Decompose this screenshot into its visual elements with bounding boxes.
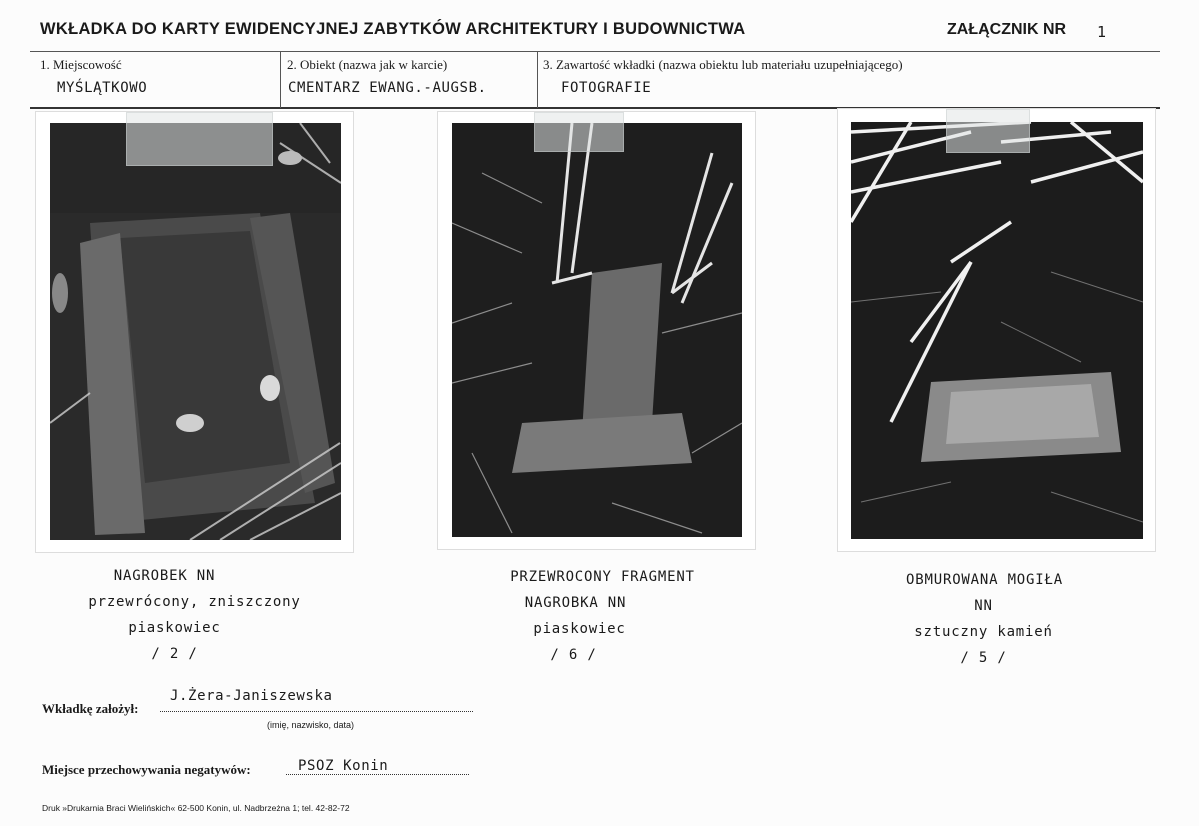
photo-gravestone-overturned [50,123,341,540]
locality-label: 1. Miejscowość [40,57,122,72]
author-dotted-line [160,710,473,712]
photo-frame [36,112,353,552]
caption-title: NAGROBEK NN [113,568,216,584]
photo-frame [838,109,1155,551]
photo-caption [838,567,1155,671]
photo-walled-grave [851,122,1143,539]
author-label: Wkładkę założył: [42,701,139,716]
photo-gravestone-fragment [452,123,742,537]
adhesive-tape [534,112,624,152]
caption-subtitle: NN [974,598,993,614]
photo-caption [36,563,353,667]
caption-material: sztuczny kamień [914,624,1053,640]
contents-label: 3. Zawartość wkładki (nazwa obiektu lub materiału uzupełniającego) [543,57,903,72]
caption-number: / 2 / [151,646,198,662]
caption-number: / 5 / [960,650,1007,666]
object-label: 2. Obiekt (nazwa jak w karcie) [287,57,448,72]
caption-subtitle: NAGROBKA NN [524,595,627,611]
caption-material: piaskowiec [128,620,221,636]
caption-material: piaskowiec [533,621,626,637]
caption-title: PRZEWROCONY FRAGMENT [510,569,695,585]
author-hint: (imię, nazwisko, data) [267,720,355,730]
photo-frame [438,112,755,549]
annex-number: 1 [1097,23,1107,41]
caption-title: OBMUROWANA MOGIŁA [906,572,1063,588]
object-value: CMENTARZ EWANG.-AUGSB. [288,80,487,96]
caption-condition: przewrócony, zniszczony [88,594,301,610]
adhesive-tape [946,109,1030,153]
storage-label: Miejsce przechowywania negatywów: [42,762,251,777]
caption-number: / 6 / [550,647,597,663]
field-divider [537,51,538,108]
author-value: J.Żera-Janiszewska [170,688,333,704]
storage-value: PSOZ Konin [298,758,389,774]
printer-info: Druk »Drukarnia Braci Wielińskich« 62-500 Konin, ul. Nadbrzeżna 1; tel. 42-82-72 [42,803,350,813]
field-divider [280,51,281,108]
header-top-rule [30,51,1160,52]
annex-label: ZAŁĄCZNIK NR [947,21,1067,38]
locality-value: MYŚLĄTKOWO [57,80,148,96]
photo-caption [436,564,753,668]
contents-value: FOTOGRAFIE [561,80,652,96]
form-title: WKŁADKA DO KARTY EWIDENCYJNEJ ZABYTKÓW ARCHITEKTURY I BUDOWNICTWA [40,20,746,38]
adhesive-tape [126,112,273,166]
